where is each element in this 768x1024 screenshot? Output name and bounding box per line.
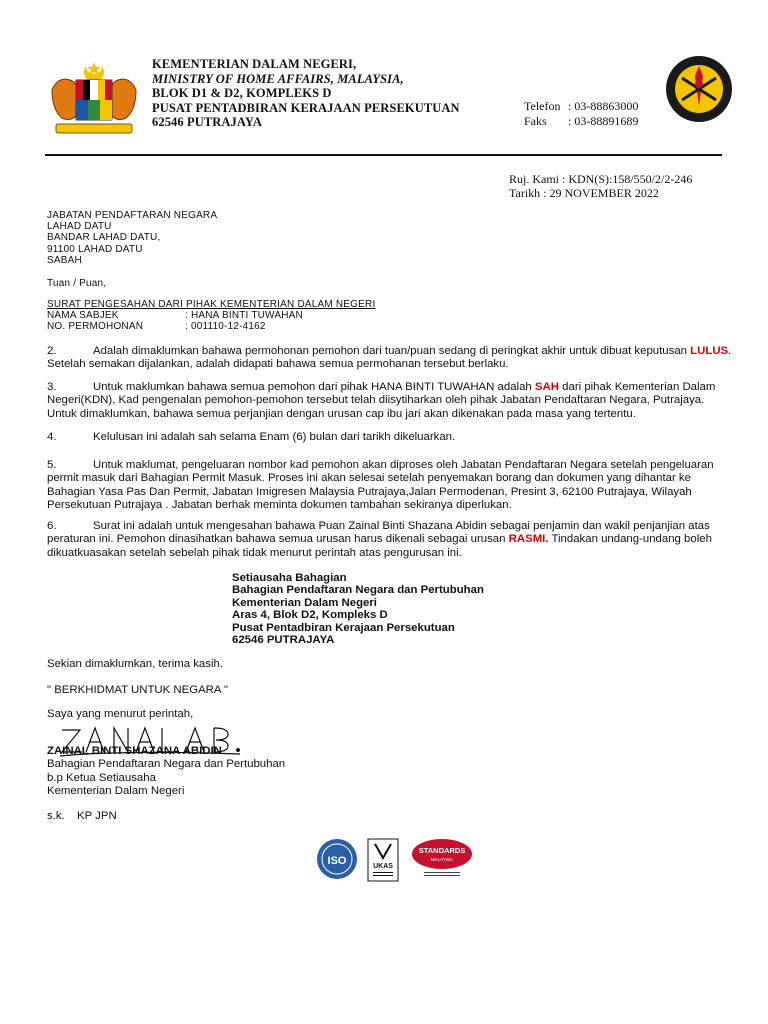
paragraph-text: dari pihak Kementerian Dalam Negeri(KDN), Kad pengenalan pemohon-pemohon tersebut telah diisytiharkan oleh pihak Jabatan Pendaftaran Negara, Putrajaya. Untuk dimaklumkan, bahawa semua perjanjian dengan urusan cap ibu jari akan dikenakan pada masa yang tertentu.: [47, 381, 716, 420]
paragraph-4: [47, 431, 737, 444]
office-line: Bahagian Pendaftaran Negara dan Pertubuhan: [232, 584, 484, 597]
kdn-logo: [664, 54, 734, 124]
paragraph-number: 5.: [47, 459, 57, 471]
telefon-label: Telefon: [524, 99, 561, 113]
recipient-line: LAHAD DATU: [47, 221, 112, 233]
permohonan-value: : 001110-12-4162: [185, 321, 266, 332]
paragraph-3: [47, 381, 737, 421]
permohonan-label: NO. PERMOHONAN: [47, 321, 144, 332]
paragraph-number: 4.: [47, 431, 57, 443]
subject-block: [47, 299, 375, 332]
iso-badge-label: ISO: [327, 855, 347, 867]
office-line: Aras 4, Blok D2, Kompleks D: [232, 609, 388, 622]
paragraph-text: Tindakan undang-undang boleh dikuatkuasakan setelah sebelah pihak tidak menurut perintah atas pengurusan ini.: [47, 533, 712, 559]
recipient-line: 91100 LAHAD DATU: [47, 243, 143, 255]
closing-motto: " BERKHIDMAT UNTUK NEGARA ": [47, 684, 229, 696]
paragraph-number: 6.: [47, 520, 57, 532]
status-rasmi: RASMI.: [508, 533, 549, 546]
recipient-line: JABATAN PENDAFTARAN NEGARA: [47, 210, 218, 221]
nama-label: NAMA SABJEK: [47, 310, 119, 321]
paragraph-text: Untuk maklumat, pengeluaran nombor kad pemohon akan diproses oleh Jabatan Pendaftaran Negara setelah pengeluaran permit masuk dari Bahagian Permit Masuk. Proses ini akan selesai setelah penyemakan borang dan dokumen yang dihantar ke Bahagian Yasa Pas Dan Permit, Jabatan Imigresen Malaysia Putrajaya,Jalan Permodenan, Presint 3, 62100 Putrajaya, Wilayah Persekutuan Putrajaya . Jabatan berhak meminta dokumen tambahan sekiranya diperlukan.: [47, 459, 714, 512]
recipient-address: [47, 210, 217, 266]
telefon-value: : 03-88863000: [568, 99, 639, 113]
standards-badge-label: STANDARDS: [418, 846, 466, 855]
coat-of-arms-logo: [46, 60, 142, 138]
signer-division: Bahagian Pendaftaran Negara dan Pertubuhan: [47, 758, 286, 771]
iso-badge: [316, 838, 358, 880]
ukas-badge: [367, 838, 399, 882]
office-address-block: [232, 572, 484, 646]
paragraph-number: 2.: [47, 345, 57, 357]
ukas-badge-label: UKAS: [373, 863, 393, 870]
contact-block: [524, 99, 638, 129]
header-line-2: MINISTRY OF HOME AFFAIRS, MALAYSIA,: [152, 71, 404, 86]
reference-date: Tarikh : 29 NOVEMBER 2022: [509, 186, 659, 200]
office-line: 62546 PUTRAJAYA: [232, 634, 335, 647]
header-line-3: BLOK D1 & D2, KOMPLEKS D: [152, 86, 332, 100]
paragraph-6: [47, 520, 737, 560]
closing-saya: Saya yang menurut perintah,: [47, 708, 194, 720]
paragraph-text: Kelulusan ini adalah sah selama Enam (6) bulan dari tarikh dikeluarkan.: [93, 431, 456, 443]
status-sah: SAH: [534, 381, 559, 393]
paragraph-text: Surat ini adalah untuk mengesahan bahawa Puan Zainal Binti Shazana Abidin sebagai penjamin dan wakil penjanjian atas peraturan ini. Pemohon dinasihatkan bahawa semua urusan harus dikenali sebagai urusan: [47, 520, 710, 546]
signer-name: ZAINAL BINTI SHAZANA ABIDIN: [47, 745, 222, 757]
standards-malaysia-badge: [410, 837, 474, 881]
nama-value: : HANA BINTI TUWAHAN: [185, 310, 303, 321]
standards-badge-sublabel: MALAYSIA: [430, 857, 454, 862]
header-line-5: 62546 PUTRAJAYA: [152, 115, 262, 129]
sk-label: s.k.: [47, 810, 65, 822]
office-line: Kementerian Dalam Negeri: [232, 596, 377, 609]
sk-line: [47, 810, 117, 823]
signer-role: b.p Ketua Setiausaha: [47, 771, 156, 784]
faks-label: Faks: [524, 114, 547, 128]
sk-value: KP JPN: [77, 810, 117, 822]
subject-title: SURAT PENGESAHAN DARI PIHAK KEMENTERIAN DALAM NEGERI: [47, 299, 376, 310]
header-line-1: KEMENTERIAN DALAM NEGERI,: [152, 57, 357, 71]
reference-block: [509, 172, 692, 200]
paragraph-text: Untuk maklumkan bahawa semua pemohon dari pihak HANA BINTI TUWAHAN adalah: [93, 381, 532, 393]
office-line: Pusat Pentadbiran Kerajaan Persekutuan: [232, 621, 455, 634]
status-lulus: LULUS: [690, 345, 729, 357]
header-divider: [45, 154, 722, 156]
ministry-header: [152, 57, 460, 130]
signer-block: [47, 745, 285, 799]
paragraph-5: [47, 459, 737, 513]
paragraph-text: . Setelah semakan dijalankan, adalah didapati bahawa semua permohanan tersebut berlaku.: [47, 345, 732, 371]
salutation: Tuan / Puan,: [47, 278, 107, 289]
paragraph-number: 3.: [47, 381, 57, 393]
faks-value: : 03-88891689: [568, 114, 639, 128]
closing-sekian: Sekian dimaklumkan, terima kasih.: [47, 658, 223, 670]
recipient-line: SABAH: [47, 254, 82, 266]
office-line: Setiausaha Bahagian: [232, 572, 347, 584]
header-line-4: PUSAT PENTADBIRAN KERAJAAN PERSEKUTUAN: [152, 100, 460, 115]
recipient-line: BANDAR LAHAD DATU,: [47, 232, 161, 244]
paragraph-text: Adalah dimaklumkan bahawa permohonan pemohon dari tuan/puan sedang di peringkat akhir untuk dibuat keputusan: [93, 345, 687, 357]
reference-number: Ruj. Kami : KDN(S):158/550/2/2-246: [509, 172, 693, 186]
paragraph-2: [47, 345, 737, 372]
signer-ministry: Kementerian Dalam Negeri: [47, 785, 185, 798]
